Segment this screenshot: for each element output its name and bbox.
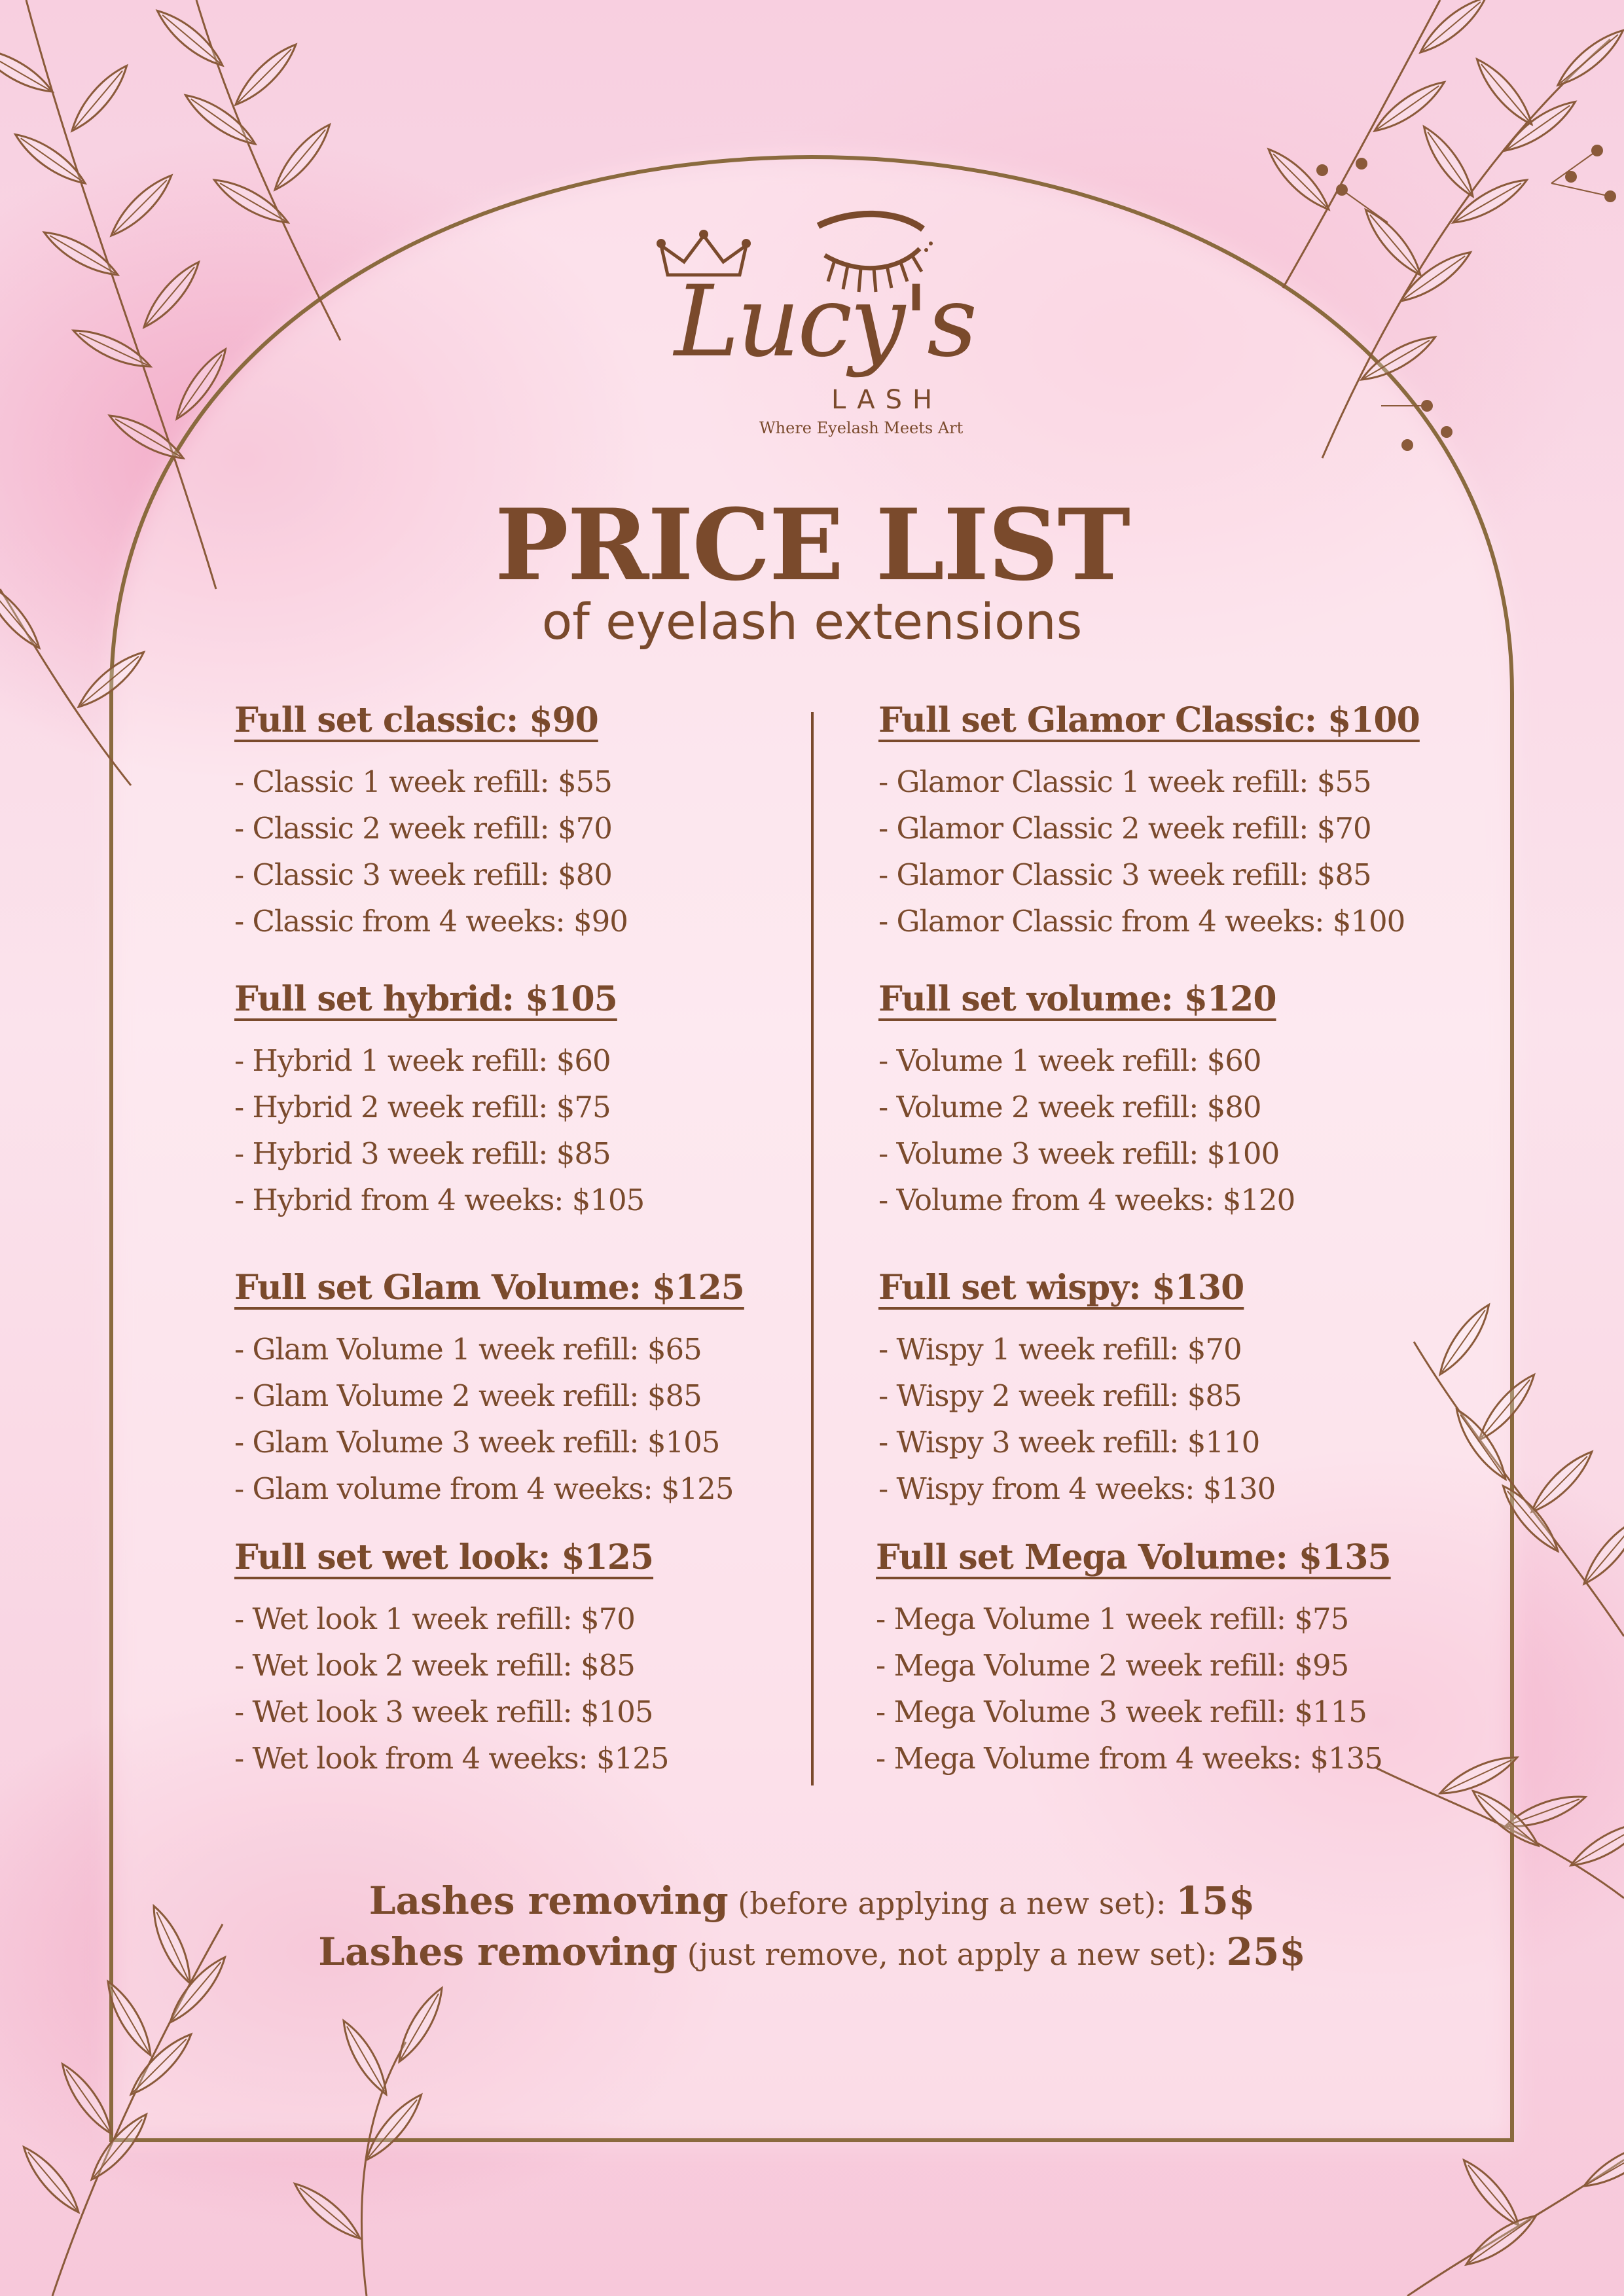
price-item: - Hybrid 3 week refill: $85 xyxy=(234,1136,611,1171)
price-section xyxy=(234,979,644,1223)
price-section xyxy=(876,1537,1391,1782)
logo-script-text: Lucy's xyxy=(674,265,975,379)
price-item: - Volume 3 week refill: $100 xyxy=(878,1136,1280,1171)
removal-line xyxy=(0,1929,1624,1974)
page-subtitle: of eyelash extensions xyxy=(541,592,1083,651)
logo-tagline: Where Eyelash Meets Art xyxy=(759,419,964,437)
page-title: PRICE LIST xyxy=(494,488,1130,603)
section-heading: Full set Mega Volume: $135 xyxy=(876,1537,1391,1577)
brand-logo xyxy=(648,203,975,452)
removal-note: (before applying a new set): xyxy=(728,1886,1176,1921)
column-divider xyxy=(811,712,814,1785)
price-item: - Wispy 2 week refill: $85 xyxy=(878,1378,1242,1413)
section-heading: Full set Glam Volume: $125 xyxy=(234,1268,744,1308)
logo-lash-text: LASH xyxy=(831,385,943,415)
price-item: - Wispy 3 week refill: $110 xyxy=(878,1425,1260,1460)
section-heading: Full set Glamor Classic: $100 xyxy=(878,700,1420,740)
price-item: - Wispy 1 week refill: $70 xyxy=(878,1332,1242,1367)
section-heading: Full set hybrid: $105 xyxy=(234,979,617,1019)
price-item: - Glamor Classic 3 week refill: $85 xyxy=(878,857,1371,892)
price-section xyxy=(878,700,1420,944)
price-item: - Wet look from 4 weeks: $125 xyxy=(234,1741,669,1776)
price-item: - Hybrid from 4 weeks: $105 xyxy=(234,1183,645,1217)
price-item: - Wet look 3 week refill: $105 xyxy=(234,1695,653,1729)
section-heading: Full set volume: $120 xyxy=(878,979,1276,1019)
price-item: - Classic 3 week refill: $80 xyxy=(234,857,612,892)
price-section xyxy=(234,700,628,944)
price-item: - Classic 1 week refill: $55 xyxy=(234,764,612,799)
removal-label: Lashes removing xyxy=(318,1929,678,1974)
price-item: - Wet look 1 week refill: $70 xyxy=(234,1602,635,1636)
price-item: - Hybrid 1 week refill: $60 xyxy=(234,1043,611,1078)
price-section xyxy=(878,979,1295,1223)
price-item: - Volume from 4 weeks: $120 xyxy=(878,1183,1295,1217)
price-section xyxy=(234,1268,744,1512)
price-item: - Glam volume from 4 weeks: $125 xyxy=(234,1471,734,1506)
price-section xyxy=(234,1537,669,1782)
removal-line xyxy=(0,1878,1624,1923)
price-item: - Volume 2 week refill: $80 xyxy=(878,1090,1261,1124)
price-item: - Wet look 2 week refill: $85 xyxy=(234,1648,635,1683)
price-item: - Volume 1 week refill: $60 xyxy=(878,1043,1261,1078)
price-item: - Mega Volume 1 week refill: $75 xyxy=(876,1602,1349,1636)
section-heading: Full set wet look: $125 xyxy=(234,1537,654,1577)
price-item: - Glam Volume 1 week refill: $65 xyxy=(234,1332,702,1367)
section-heading: Full set wispy: $130 xyxy=(878,1268,1244,1308)
section-heading: Full set classic: $90 xyxy=(234,700,598,740)
price-item: - Mega Volume 3 week refill: $115 xyxy=(876,1695,1367,1729)
price-item: - Glamor Classic 1 week refill: $55 xyxy=(878,764,1371,799)
price-item: - Wispy from 4 weeks: $130 xyxy=(878,1471,1276,1506)
removal-label: Lashes removing xyxy=(369,1878,729,1923)
removal-note: (just remove, not apply a new set): xyxy=(677,1937,1227,1972)
price-item: - Classic 2 week refill: $70 xyxy=(234,811,612,846)
price-item: - Glamor Classic from 4 weeks: $100 xyxy=(878,904,1405,939)
price-item: - Mega Volume from 4 weeks: $135 xyxy=(876,1741,1382,1776)
removal-price: 25$ xyxy=(1226,1929,1306,1974)
price-section xyxy=(878,1268,1275,1512)
price-item: - Classic from 4 weeks: $90 xyxy=(234,904,628,939)
removal-price: 15$ xyxy=(1176,1878,1255,1923)
price-item: - Glam Volume 2 week refill: $85 xyxy=(234,1378,702,1413)
price-item: - Mega Volume 2 week refill: $95 xyxy=(876,1648,1349,1683)
price-item: - Glam Volume 3 week refill: $105 xyxy=(234,1425,720,1460)
price-item: - Glamor Classic 2 week refill: $70 xyxy=(878,811,1371,846)
price-item: - Hybrid 2 week refill: $75 xyxy=(234,1090,611,1124)
